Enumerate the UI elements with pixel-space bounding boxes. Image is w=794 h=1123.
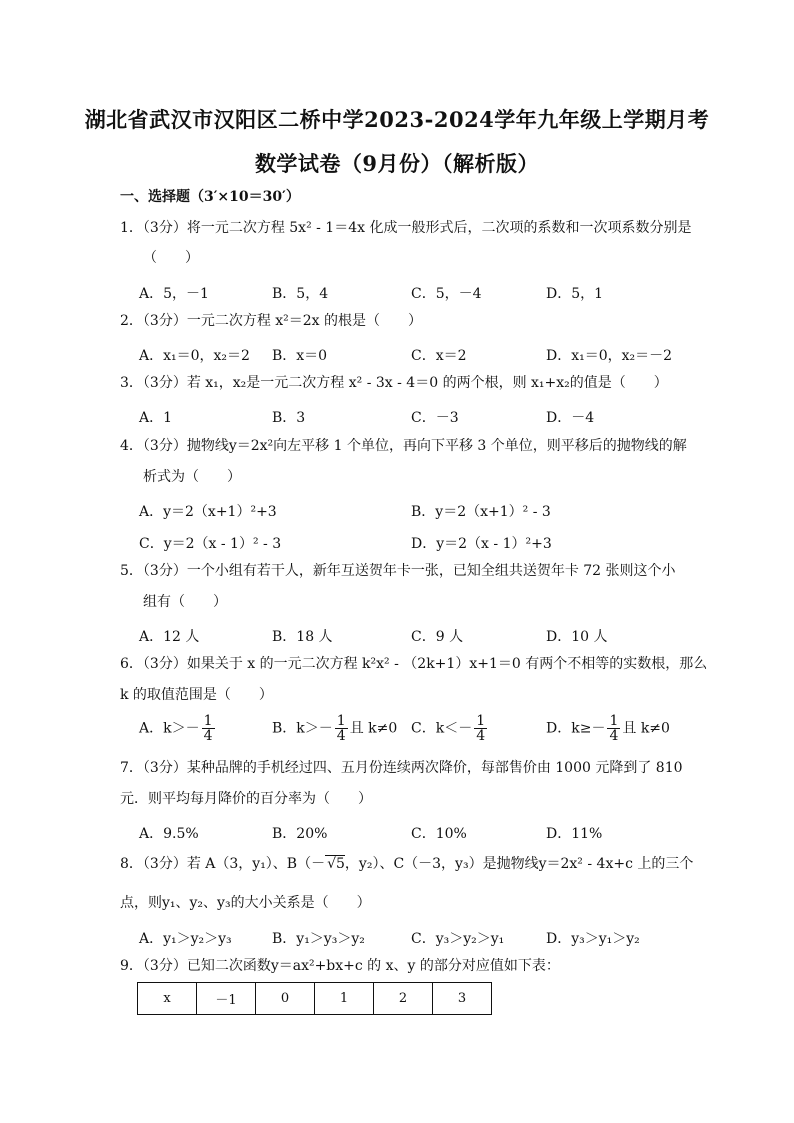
question-8-stem-cont: 点，则y₁、y₂、y₃的大小关系是（ ） xyxy=(120,895,371,911)
question-3-option-a: A．1 xyxy=(139,410,173,426)
question-7-option-d: D．11% xyxy=(546,826,603,842)
question-8-option-b: B．y₁＞y₃＞y₂ xyxy=(272,931,365,947)
fraction: $\frac{1}{4}$ xyxy=(609,713,619,744)
question-4-option-c: C．y＝2（x - 1）² - 3 xyxy=(139,536,282,552)
question-9-stem: 9．（3分）已知二次函数y＝ax²+bx+c 的 x、y 的部分对应值如下表： xyxy=(120,958,560,974)
question-7-option-c: C．10% xyxy=(411,826,467,842)
table-cell: 0 xyxy=(256,983,315,1015)
question-3-stem: 3．（3分）若 x₁，x₂是一元二次方程 x² - 3x - 4＝0 的两个根，则 x₁+x₂的值是（ ） xyxy=(120,375,668,391)
question-8-stem: 8．（3分）若 A（3，y₁）、B（－ √5，y₂）、C（－3，y₃）是抛物线y＝2x² - 4x+c 上的三个 xyxy=(120,856,694,872)
question-3-option-c: C．－3 xyxy=(411,410,459,426)
question-6-option-a: A．k＞－ $\frac{1}{4}$ xyxy=(139,713,213,744)
table-cell: 2 xyxy=(374,983,433,1015)
table-cell: 3 xyxy=(433,983,492,1015)
question-7-option-a: A．9.5% xyxy=(139,826,199,842)
section-heading: 一、选择题（3′×10＝30′） xyxy=(120,189,300,205)
question-8-option-c: C．y₃＞y₂＞y₁ xyxy=(411,931,505,947)
question-8-option-d: D．y₃＞y₁＞y₂ xyxy=(546,931,640,947)
question-7-stem: 7．（3分）某种品牌的手机经过四、五月份连续两次降价，每部售价由 1000 元降到了 810 xyxy=(120,760,683,776)
value-table xyxy=(137,982,492,1015)
question-5-option-b: B．18 人 xyxy=(272,629,333,645)
question-3-option-d: D．－4 xyxy=(546,410,595,426)
question-2-option-c: C．x＝2 xyxy=(411,348,467,364)
question-4-option-b: B．y＝2（x+1）² - 3 xyxy=(411,504,551,520)
question-6-option-c: C．k＜－ $\frac{1}{4}$ xyxy=(411,713,486,744)
page-subtitle: 数学试卷（9月份）（解析版） xyxy=(254,151,540,176)
question-1-stem: 1．（3分）将一元二次方程 5x² - 1＝4x 化成一般形式后，二次项的系数和一次项系数分别是 xyxy=(120,220,692,236)
question-4-stem: 4．（3分）抛物线y＝2x²向左平移 1 个单位，再向下平移 3 个单位，则平移后的抛物线的解 xyxy=(120,438,687,454)
question-1-stem-cont: （ ） xyxy=(143,250,199,266)
question-2-stem: 2．（3分）一元二次方程 x²＝2x 的根是（ ） xyxy=(120,313,423,329)
question-5-option-d: D．10 人 xyxy=(546,629,608,645)
question-5-option-c: C．9 人 xyxy=(411,629,464,645)
fraction: $\frac{1}{4}$ xyxy=(476,713,486,744)
question-6-option-b: B．k＞－ $\frac{1}{4}$ 且 k≠0 xyxy=(272,713,398,744)
question-5-stem-cont: 组有（ ） xyxy=(143,594,227,610)
question-8-option-a: A．y₁＞y₂＞y₃ xyxy=(139,931,232,947)
question-4-stem-cont: 析式为（ ） xyxy=(143,469,241,485)
question-4-option-d: D．y＝2（x - 1）²+3 xyxy=(411,536,552,552)
question-7-option-b: B．20% xyxy=(272,826,328,842)
page-title: 湖北省武汉市汉阳区二桥中学2023-2024学年九年级上学期月考 xyxy=(84,107,710,132)
square-root: √5 xyxy=(327,856,345,872)
question-1-option-d: D．5，1 xyxy=(546,286,604,302)
fraction: $\frac{1}{4}$ xyxy=(336,713,346,744)
question-7-stem-cont: 元．则平均每月降价的百分率为（ ） xyxy=(120,791,372,807)
table-row xyxy=(138,983,492,1015)
question-5-stem: 5．（3分）一个小组有若干人，新年互送贺年卡一张，已知全组共送贺年卡 72 张则这个小 xyxy=(120,563,676,579)
table-cell: x xyxy=(138,983,197,1015)
question-4-option-a: A．y＝2（x+1）²+3 xyxy=(139,504,277,520)
question-1-option-b: B．5，4 xyxy=(272,286,329,302)
fraction: $\frac{1}{4}$ xyxy=(203,713,213,744)
question-3-option-b: B．3 xyxy=(272,410,306,426)
question-2-option-d: D．x₁＝0，x₂＝－2 xyxy=(546,348,673,364)
question-6-stem: 6．（3分）如果关于 x 的一元二次方程 k²x² - （2k+1）x+1＝0 有两个不相等的实数根，那么 xyxy=(120,656,708,672)
table-cell: －1 xyxy=(197,983,256,1015)
table-cell: 1 xyxy=(315,983,374,1015)
question-1-option-a: A．5，－1 xyxy=(139,286,209,302)
question-5-option-a: A．12 人 xyxy=(139,629,200,645)
question-1-option-c: C．5，－4 xyxy=(411,286,482,302)
question-6-option-d: D．k≥－ $\frac{1}{4}$ 且 k≠0 xyxy=(546,713,670,744)
question-2-option-a: A．x₁＝0，x₂＝2 xyxy=(139,348,250,364)
question-2-option-b: B．x＝0 xyxy=(272,348,328,364)
question-6-stem-cont: k 的取值范围是（ ） xyxy=(120,687,273,703)
